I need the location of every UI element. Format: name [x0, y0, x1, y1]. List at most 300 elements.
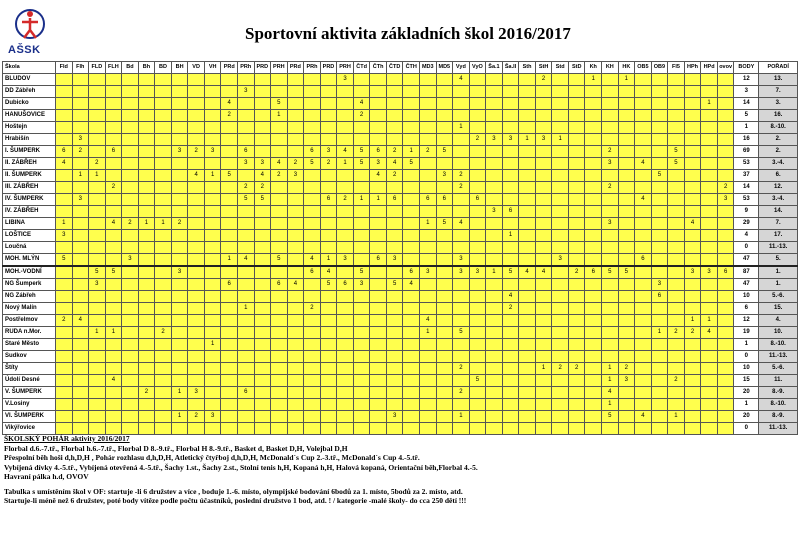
score-cell: [221, 194, 238, 206]
score-cell: [486, 315, 503, 327]
poradi-rank: 4.: [759, 315, 798, 327]
score-cell: [105, 86, 122, 98]
score-cell: [502, 146, 519, 158]
score-cell: [436, 134, 453, 146]
score-cell: [585, 315, 602, 327]
score-cell: [221, 158, 238, 170]
score-cell: [105, 74, 122, 86]
score-cell: [138, 110, 155, 122]
score-cell: [651, 303, 668, 315]
column-header: PRD: [320, 62, 337, 74]
score-cell: [635, 423, 652, 435]
body-total: 69: [734, 146, 759, 158]
school-name: IV. ZÁBŘEH: [3, 206, 56, 218]
score-cell: [552, 218, 569, 230]
score-cell: [486, 110, 503, 122]
score-cell: [221, 315, 238, 327]
score-cell: [304, 230, 321, 242]
score-cell: [204, 194, 221, 206]
score-cell: [188, 122, 205, 134]
score-cell: [618, 218, 635, 230]
poradi-rank: 8.-9.: [759, 387, 798, 399]
score-cell: [602, 194, 619, 206]
score-cell: [353, 242, 370, 254]
score-cell: [568, 375, 585, 387]
score-cell: [568, 399, 585, 411]
score-cell: 1: [684, 315, 701, 327]
score-cell: [618, 146, 635, 158]
score-cell: [237, 230, 254, 242]
score-cell: [469, 363, 486, 375]
score-cell: [651, 98, 668, 110]
score-cell: [519, 170, 536, 182]
score-cell: [287, 254, 304, 267]
score-cell: [271, 303, 288, 315]
score-cell: 4: [105, 218, 122, 230]
score-cell: [535, 339, 552, 351]
score-cell: [304, 110, 321, 122]
score-cell: [138, 170, 155, 182]
score-cell: [535, 411, 552, 423]
score-cell: [122, 134, 139, 146]
score-cell: [420, 399, 437, 411]
score-cell: 2: [287, 158, 304, 170]
score-cell: [304, 327, 321, 339]
score-cell: 2: [668, 375, 685, 387]
score-cell: [568, 411, 585, 423]
score-cell: [122, 399, 139, 411]
score-cell: [370, 387, 387, 399]
score-cell: [55, 363, 72, 375]
score-cell: [668, 254, 685, 267]
score-cell: [287, 423, 304, 435]
score-cell: [486, 254, 503, 267]
score-cell: [353, 206, 370, 218]
score-cell: [635, 86, 652, 98]
score-cell: [684, 194, 701, 206]
score-cell: [486, 86, 503, 98]
score-cell: [453, 339, 470, 351]
score-cell: [287, 122, 304, 134]
score-cell: [618, 399, 635, 411]
score-cell: [717, 291, 734, 303]
score-cell: 2: [89, 158, 106, 170]
score-cell: [469, 158, 486, 170]
score-cell: 4: [535, 266, 552, 279]
column-header: HK: [618, 62, 635, 74]
score-cell: [138, 122, 155, 134]
table-row: [3, 327, 798, 339]
score-cell: [469, 74, 486, 86]
table-row: [3, 399, 798, 411]
score-cell: [72, 291, 89, 303]
score-cell: [701, 134, 718, 146]
score-cell: [254, 399, 271, 411]
score-cell: 3: [486, 134, 503, 146]
score-cell: [122, 327, 139, 339]
score-cell: [684, 98, 701, 110]
score-cell: [204, 279, 221, 291]
school-name: LIBINA: [3, 218, 56, 230]
logo-text: AŠSK: [8, 44, 41, 56]
score-cell: [337, 411, 354, 423]
score-cell: [701, 351, 718, 363]
column-header-school: Škola: [3, 62, 56, 74]
column-header: StH: [535, 62, 552, 74]
score-cell: [519, 363, 536, 375]
score-cell: [651, 339, 668, 351]
score-cell: [105, 254, 122, 267]
score-cell: [155, 339, 172, 351]
score-cell: 6: [502, 206, 519, 218]
score-cell: [237, 242, 254, 254]
score-cell: 2: [602, 146, 619, 158]
score-cell: [486, 399, 503, 411]
score-cell: [469, 387, 486, 399]
score-cell: [453, 279, 470, 291]
score-cell: [535, 375, 552, 387]
score-cell: 5: [221, 170, 238, 182]
column-header: Ša.II: [502, 62, 519, 74]
score-cell: 2: [237, 182, 254, 194]
score-cell: [55, 387, 72, 399]
score-cell: [89, 254, 106, 267]
score-cell: [486, 230, 503, 242]
score-cell: [717, 279, 734, 291]
score-cell: 5: [386, 279, 403, 291]
score-cell: [122, 170, 139, 182]
score-cell: [668, 423, 685, 435]
score-cell: [568, 170, 585, 182]
score-cell: [502, 315, 519, 327]
score-cell: 5: [618, 266, 635, 279]
score-cell: [668, 122, 685, 134]
score-cell: [519, 315, 536, 327]
table-row: [3, 266, 798, 279]
score-cell: [618, 303, 635, 315]
score-cell: [105, 315, 122, 327]
score-cell: [684, 387, 701, 399]
score-cell: [72, 339, 89, 351]
score-cell: [486, 279, 503, 291]
page-title: Sportovní aktivita základních škol 2016/2017: [245, 24, 571, 43]
score-cell: [271, 339, 288, 351]
score-cell: [122, 339, 139, 351]
score-cell: [271, 206, 288, 218]
score-cell: [717, 423, 734, 435]
score-cell: [552, 387, 569, 399]
score-cell: [552, 110, 569, 122]
score-cell: [370, 230, 387, 242]
score-cell: [155, 182, 172, 194]
score-cell: [287, 315, 304, 327]
score-cell: 4: [188, 170, 205, 182]
score-cell: [105, 339, 122, 351]
poradi-rank: 8.-10.: [759, 339, 798, 351]
body-total: 12: [734, 74, 759, 86]
score-cell: 4: [420, 315, 437, 327]
score-cell: [602, 134, 619, 146]
score-cell: 4: [386, 158, 403, 170]
score-cell: [618, 339, 635, 351]
score-cell: 2: [386, 146, 403, 158]
score-cell: [155, 279, 172, 291]
score-cell: [635, 363, 652, 375]
column-header: MD3: [420, 62, 437, 74]
score-cell: [552, 303, 569, 315]
score-cell: [353, 230, 370, 242]
school-name: Sudkov: [3, 351, 56, 363]
score-cell: [519, 411, 536, 423]
score-cell: [89, 182, 106, 194]
score-cell: [237, 399, 254, 411]
score-cell: [204, 134, 221, 146]
score-cell: [717, 339, 734, 351]
score-cell: [155, 363, 172, 375]
score-cell: [337, 291, 354, 303]
score-cell: [287, 74, 304, 86]
school-name: Vikýřovice: [3, 423, 56, 435]
table-row: [3, 206, 798, 218]
body-total: 12: [734, 315, 759, 327]
score-cell: [72, 86, 89, 98]
school-name: II. ŠUMPERK: [3, 170, 56, 182]
score-cell: [668, 387, 685, 399]
score-cell: [304, 86, 321, 98]
score-cell: [237, 279, 254, 291]
score-cell: 6: [55, 146, 72, 158]
table-row: [3, 387, 798, 399]
score-cell: [420, 170, 437, 182]
score-cell: [221, 206, 238, 218]
score-cell: [502, 351, 519, 363]
score-cell: 1: [105, 327, 122, 339]
column-header-poradi: POŘADÍ: [759, 62, 798, 74]
score-cell: 4: [453, 218, 470, 230]
score-cell: [502, 254, 519, 267]
score-cell: [701, 399, 718, 411]
score-cell: [436, 110, 453, 122]
score-cell: 2: [568, 363, 585, 375]
score-cell: [535, 146, 552, 158]
score-cell: [403, 110, 420, 122]
score-cell: [602, 279, 619, 291]
column-header: ČTH: [403, 62, 420, 74]
score-cell: [436, 339, 453, 351]
score-cell: [386, 86, 403, 98]
score-cell: 4: [635, 158, 652, 170]
score-cell: [337, 134, 354, 146]
score-cell: [420, 411, 437, 423]
score-cell: [552, 327, 569, 339]
score-cell: [684, 279, 701, 291]
score-cell: [701, 110, 718, 122]
score-cell: 6: [403, 266, 420, 279]
score-cell: 2: [155, 327, 172, 339]
score-cell: [271, 411, 288, 423]
score-cell: [684, 411, 701, 423]
score-cell: [171, 230, 188, 242]
score-cell: [403, 303, 420, 315]
score-cell: [403, 339, 420, 351]
score-cell: [486, 170, 503, 182]
column-header: PRd: [287, 62, 304, 74]
score-cell: [717, 74, 734, 86]
score-cell: [651, 158, 668, 170]
score-cell: [403, 423, 420, 435]
score-cell: [370, 110, 387, 122]
score-cell: [552, 122, 569, 134]
score-cell: [155, 291, 172, 303]
score-cell: [618, 98, 635, 110]
score-cell: [635, 98, 652, 110]
score-cell: [353, 327, 370, 339]
score-cell: [651, 254, 668, 267]
score-cell: [155, 158, 172, 170]
score-cell: [287, 363, 304, 375]
score-cell: [353, 423, 370, 435]
score-cell: [469, 315, 486, 327]
score-cell: [436, 411, 453, 423]
score-cell: [701, 230, 718, 242]
score-cell: [535, 158, 552, 170]
score-cell: [635, 351, 652, 363]
score-cell: 2: [453, 182, 470, 194]
body-total: 15: [734, 375, 759, 387]
score-cell: [436, 254, 453, 267]
score-cell: [138, 339, 155, 351]
score-cell: [155, 194, 172, 206]
score-cell: [717, 399, 734, 411]
table-row: [3, 315, 798, 327]
score-cell: [122, 122, 139, 134]
score-cell: [453, 110, 470, 122]
score-cell: [585, 158, 602, 170]
score-cell: [684, 74, 701, 86]
score-cell: [701, 206, 718, 218]
score-cell: [188, 363, 205, 375]
score-cell: [221, 74, 238, 86]
score-cell: [89, 230, 106, 242]
score-cell: 4: [635, 411, 652, 423]
score-cell: [486, 291, 503, 303]
score-cell: [171, 182, 188, 194]
score-cell: 1: [602, 363, 619, 375]
column-header: ČTD: [386, 62, 403, 74]
poradi-rank: 7.: [759, 218, 798, 230]
score-cell: [519, 110, 536, 122]
score-cell: [72, 279, 89, 291]
score-cell: [717, 303, 734, 315]
score-cell: [138, 98, 155, 110]
score-cell: 5: [602, 411, 619, 423]
score-cell: [320, 182, 337, 194]
score-cell: [602, 230, 619, 242]
score-cell: [171, 206, 188, 218]
score-cell: [635, 242, 652, 254]
score-cell: [353, 315, 370, 327]
poradi-rank: 3.-4.: [759, 158, 798, 170]
score-cell: [386, 98, 403, 110]
score-cell: [138, 194, 155, 206]
score-cell: [486, 122, 503, 134]
score-cell: [237, 411, 254, 423]
score-cell: [237, 122, 254, 134]
score-cell: [155, 351, 172, 363]
score-cell: [568, 98, 585, 110]
column-header: PRH: [271, 62, 288, 74]
score-cell: [320, 399, 337, 411]
score-cell: [337, 363, 354, 375]
score-cell: [337, 327, 354, 339]
score-cell: [585, 363, 602, 375]
score-cell: [651, 266, 668, 279]
score-cell: [651, 122, 668, 134]
score-cell: [353, 339, 370, 351]
footer: [4, 434, 794, 506]
score-cell: [138, 266, 155, 279]
column-header: FLH: [105, 62, 122, 74]
score-cell: [89, 218, 106, 230]
body-total: 1: [734, 339, 759, 351]
score-cell: 4: [602, 387, 619, 399]
body-total: 47: [734, 254, 759, 267]
score-cell: [320, 98, 337, 110]
score-cell: 3: [535, 134, 552, 146]
score-cell: [535, 423, 552, 435]
score-cell: [585, 279, 602, 291]
score-cell: [568, 110, 585, 122]
score-cell: [469, 411, 486, 423]
score-cell: [204, 110, 221, 122]
score-cell: 4: [353, 98, 370, 110]
score-cell: 1: [701, 315, 718, 327]
score-cell: 4: [684, 218, 701, 230]
score-cell: [420, 182, 437, 194]
score-cell: 2: [138, 387, 155, 399]
score-cell: [403, 411, 420, 423]
score-cell: 6: [651, 291, 668, 303]
score-cell: 1: [602, 375, 619, 387]
score-cell: [502, 327, 519, 339]
score-cell: [568, 74, 585, 86]
column-header: VyO: [469, 62, 486, 74]
score-cell: 4: [320, 266, 337, 279]
score-cell: [287, 339, 304, 351]
score-cell: [486, 351, 503, 363]
score-cell: 2: [221, 110, 238, 122]
score-cell: [519, 375, 536, 387]
score-cell: 4: [502, 291, 519, 303]
score-cell: 1: [701, 98, 718, 110]
body-total: 29: [734, 218, 759, 230]
poradi-rank: 5.-6.: [759, 291, 798, 303]
score-cell: 2: [668, 327, 685, 339]
score-cell: [519, 303, 536, 315]
score-cell: [171, 242, 188, 254]
score-cell: [237, 363, 254, 375]
table-row: [3, 134, 798, 146]
score-cell: [370, 423, 387, 435]
score-cell: 4: [287, 279, 304, 291]
score-cell: [320, 375, 337, 387]
score-cell: [420, 242, 437, 254]
table-row: [3, 363, 798, 375]
table-row: [3, 291, 798, 303]
score-cell: [717, 387, 734, 399]
score-cell: [403, 375, 420, 387]
score-cell: [684, 399, 701, 411]
